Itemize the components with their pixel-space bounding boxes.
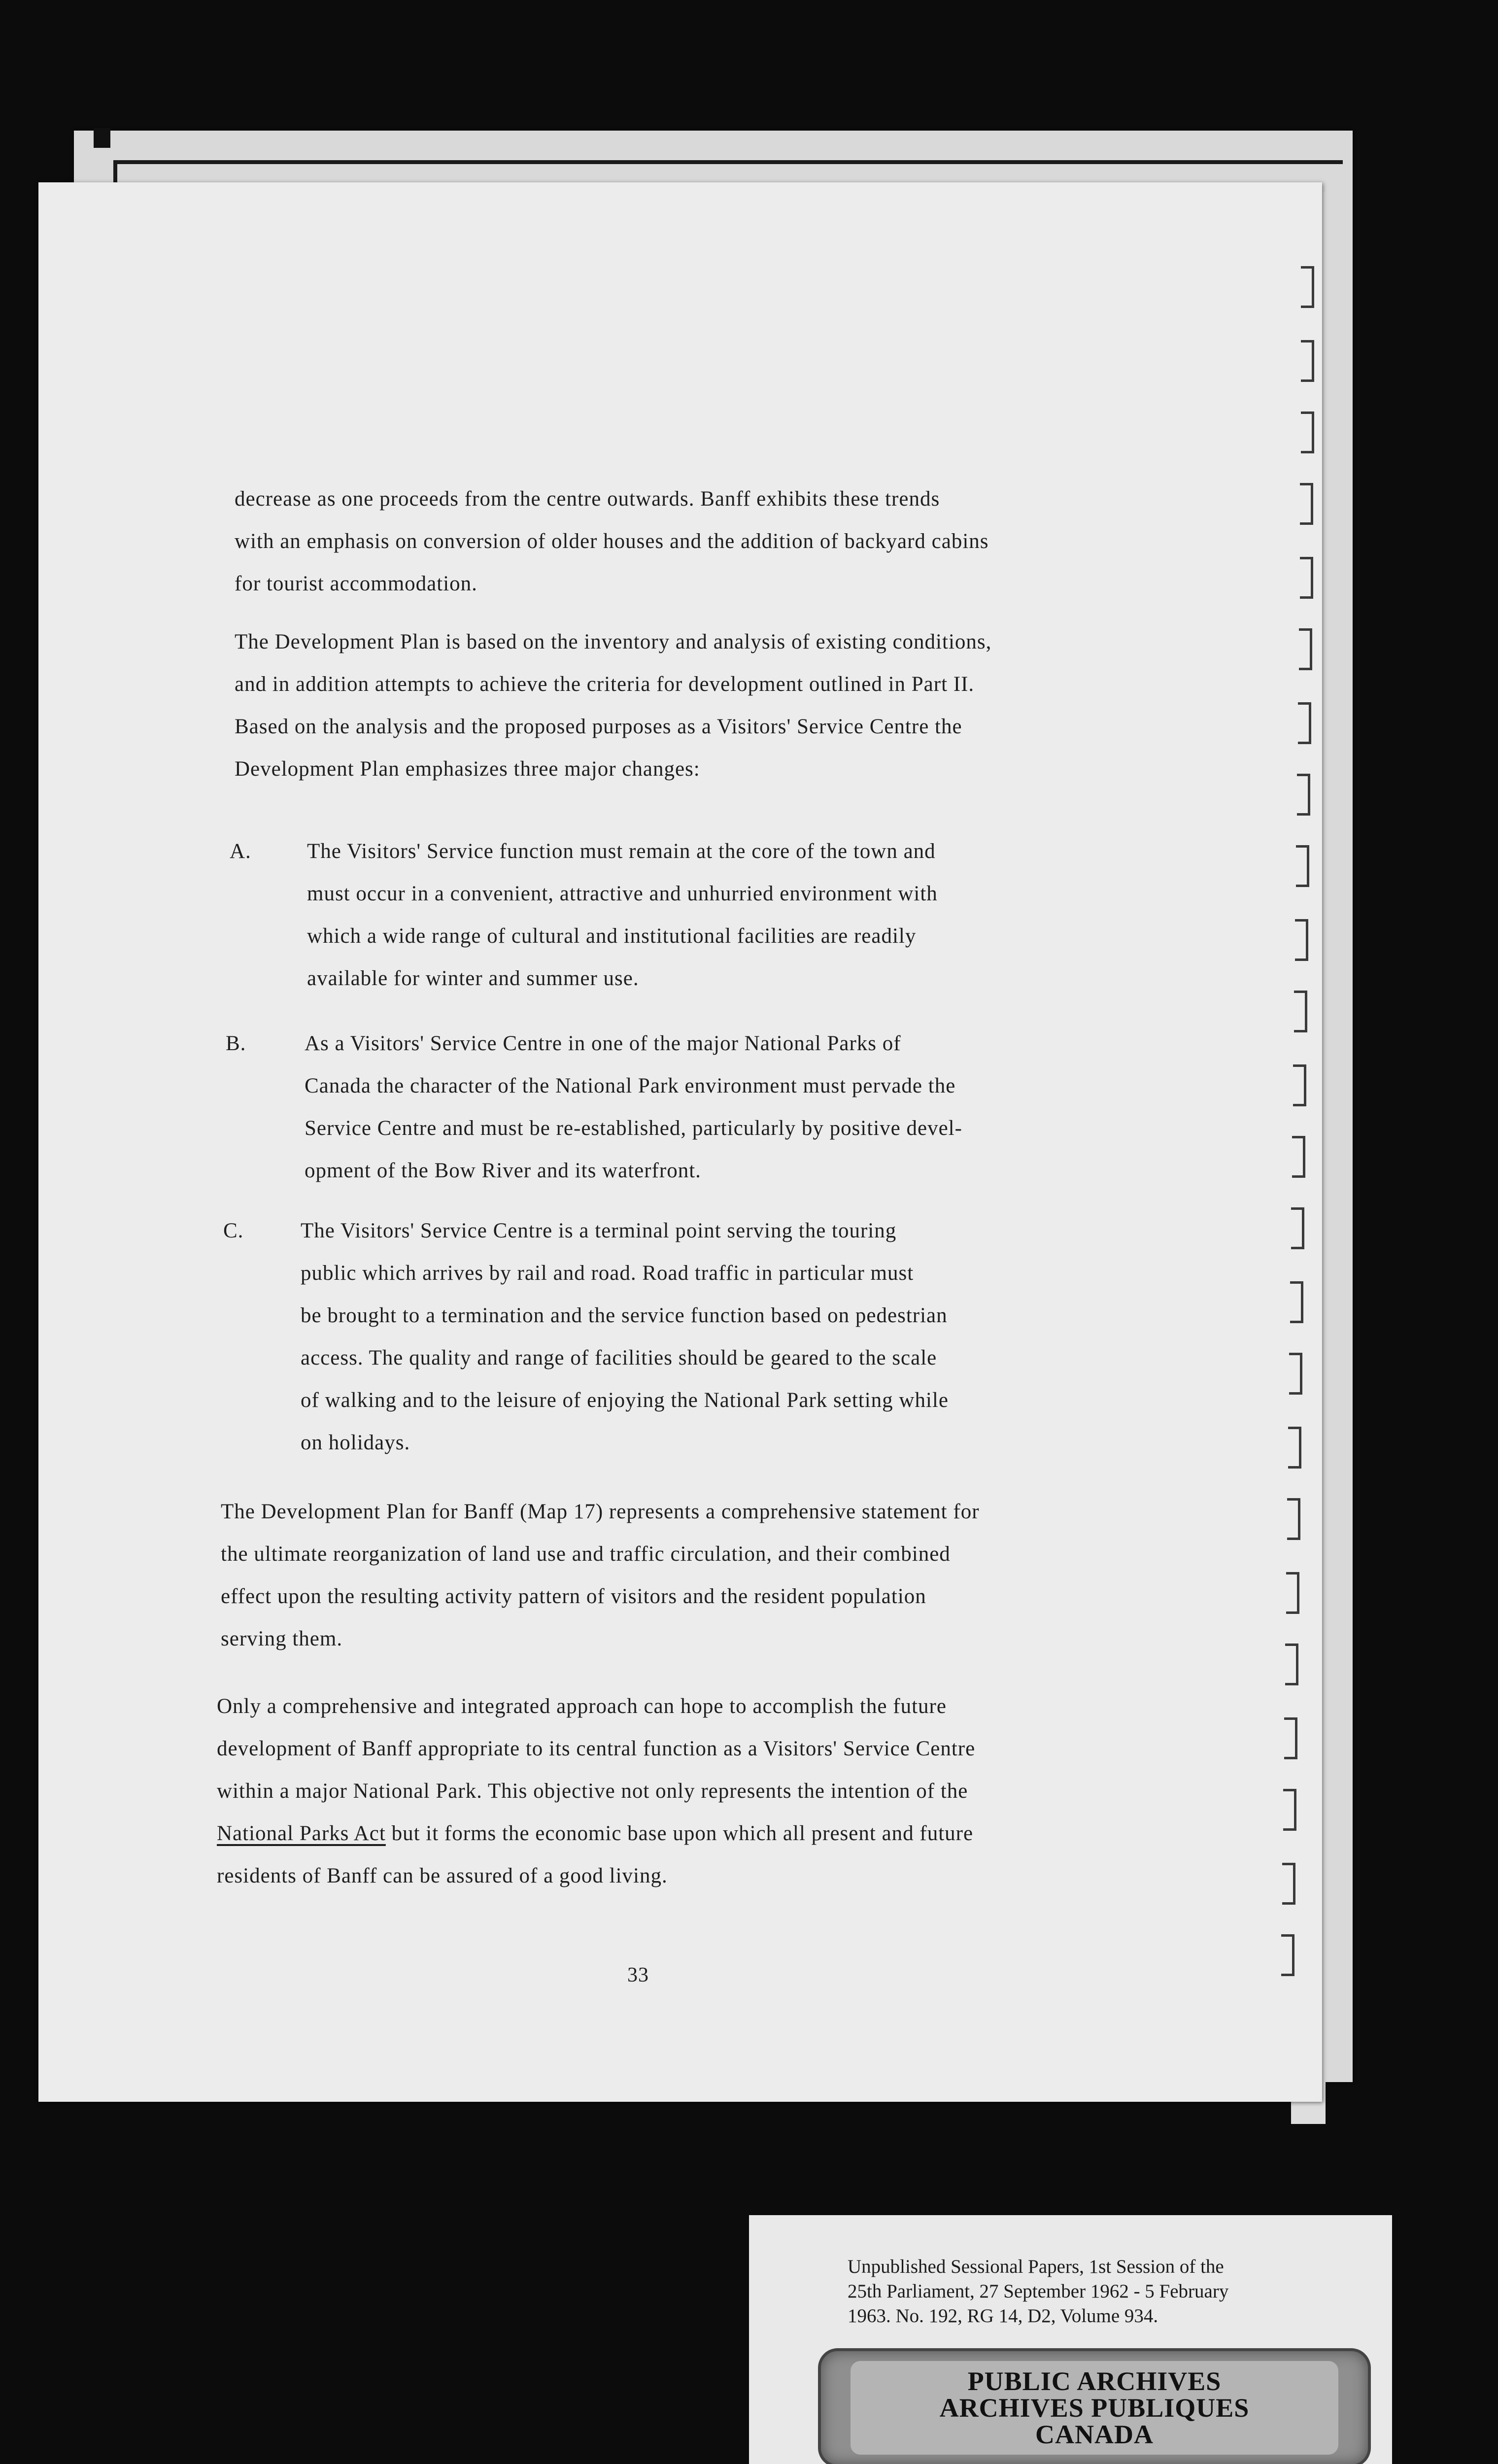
stamp-line-public-archives: PUBLIC ARCHIVES bbox=[967, 2366, 1222, 2396]
paragraph-map-17: The Development Plan for Banff (Map 17) represents a comprehensive statement for the ultimate reorganization of land use and traffic circulation, and their combined effect upon the resulting activity pattern of visitors and the resident population serving them. bbox=[221, 1500, 980, 1650]
tab-mark bbox=[1289, 1353, 1302, 1395]
paragraph-closing-line: residents of Banff can be assured of a good living. bbox=[217, 1864, 668, 1887]
tab-mark bbox=[1294, 991, 1307, 1032]
page-text-area bbox=[38, 182, 1322, 2102]
tab-mark bbox=[1282, 1863, 1295, 1905]
archive-reference-card bbox=[749, 2215, 1392, 2464]
tab-mark bbox=[1287, 1498, 1300, 1540]
paragraph-intro: decrease as one proceeds from the centre outwards. Banff exhibits these trends with an emphasis on conversion of older houses and the addition of backyard cabins for tourist accommodation. bbox=[235, 487, 989, 595]
tab-mark bbox=[1301, 411, 1314, 453]
tab-mark bbox=[1301, 340, 1314, 382]
document-page bbox=[38, 182, 1322, 2102]
stamp-line-archives-publiques: ARCHIVES PUBLIQUES bbox=[939, 2393, 1250, 2423]
national-parks-act-link-text: National Parks Act bbox=[217, 1822, 386, 1845]
list-label-c: C. bbox=[223, 1219, 244, 1242]
list-label-b: B. bbox=[226, 1032, 246, 1055]
national-parks-act-line-rest: but it forms the economic base upon which all present and future bbox=[385, 1822, 974, 1845]
tab-mark bbox=[1300, 557, 1313, 599]
stamp-line-canada: CANADA bbox=[1035, 2420, 1154, 2449]
paragraph-comprehensive: Only a comprehensive and integrated approach can hope to accomplish the future development of Banff appropriate to its central function as a Visitors' Service Centre within a major National Park. This objective not only represents the intention of the bbox=[217, 1695, 976, 1803]
tab-mark bbox=[1281, 1934, 1294, 1976]
tab-mark bbox=[1290, 1281, 1303, 1323]
tab-mark bbox=[1291, 1207, 1304, 1249]
archive-stamp-inner bbox=[851, 2361, 1338, 2455]
tab-mark bbox=[1296, 845, 1309, 887]
page-number: 33 bbox=[627, 1964, 649, 1986]
sheet-frame-top bbox=[113, 160, 1343, 164]
archive-stamp bbox=[818, 2348, 1371, 2464]
tab-mark bbox=[1297, 774, 1310, 816]
tab-mark bbox=[1293, 1064, 1306, 1106]
tab-mark bbox=[1288, 1427, 1301, 1469]
list-label-a: A. bbox=[230, 840, 251, 863]
paragraph-national-parks-act-line bbox=[217, 1813, 973, 1855]
list-item-c: The Visitors' Service Centre is a terminal point serving the touring public which arrives by rail and road. Road traffic in particular must be brought to a termination and the service function based on pedestrian access. The quality and range of facilities should be geared to the scale of walking and to the leisure of enjoying the National Park setting while on holidays. bbox=[301, 1219, 949, 1454]
tab-mark bbox=[1300, 483, 1313, 525]
tab-mark bbox=[1295, 919, 1308, 961]
tab-mark bbox=[1284, 1717, 1297, 1759]
tab-mark bbox=[1285, 1643, 1298, 1685]
tab-mark bbox=[1292, 1136, 1305, 1178]
tab-mark bbox=[1298, 702, 1311, 744]
sheet-corner-mark bbox=[94, 128, 110, 148]
tab-mark bbox=[1283, 1789, 1296, 1831]
archive-caption: Unpublished Sessional Papers, 1st Session of the 25th Parliament, 27 September 1962 - 5 February 1963. No. 192, RG 14, D2, Volume 934. bbox=[848, 2256, 1229, 2327]
list-item-a: The Visitors' Service function must remain at the core of the town and must occur in a convenient, attractive and unhurried environment with which a wide range of cultural and institutional facilities are readily available for winter and summer use. bbox=[307, 840, 938, 990]
tab-mark bbox=[1301, 266, 1314, 308]
tab-mark bbox=[1299, 628, 1312, 670]
tab-mark bbox=[1286, 1572, 1299, 1614]
paragraph-development-plan: The Development Plan is based on the inventory and analysis of existing conditions, and in addition attempts to achieve the criteria for development outlined in Part II. Based on the analysis and the proposed purposes as a Visitors' Service Centre the Development Plan emphasizes three major changes: bbox=[235, 630, 992, 781]
list-item-b: As a Visitors' Service Centre in one of the major National Parks of Canada the character of the National Park environment must pervade the Service Centre and must be re-established, particularly by positive devel- opment of the Bow River and its waterfront. bbox=[305, 1032, 962, 1182]
